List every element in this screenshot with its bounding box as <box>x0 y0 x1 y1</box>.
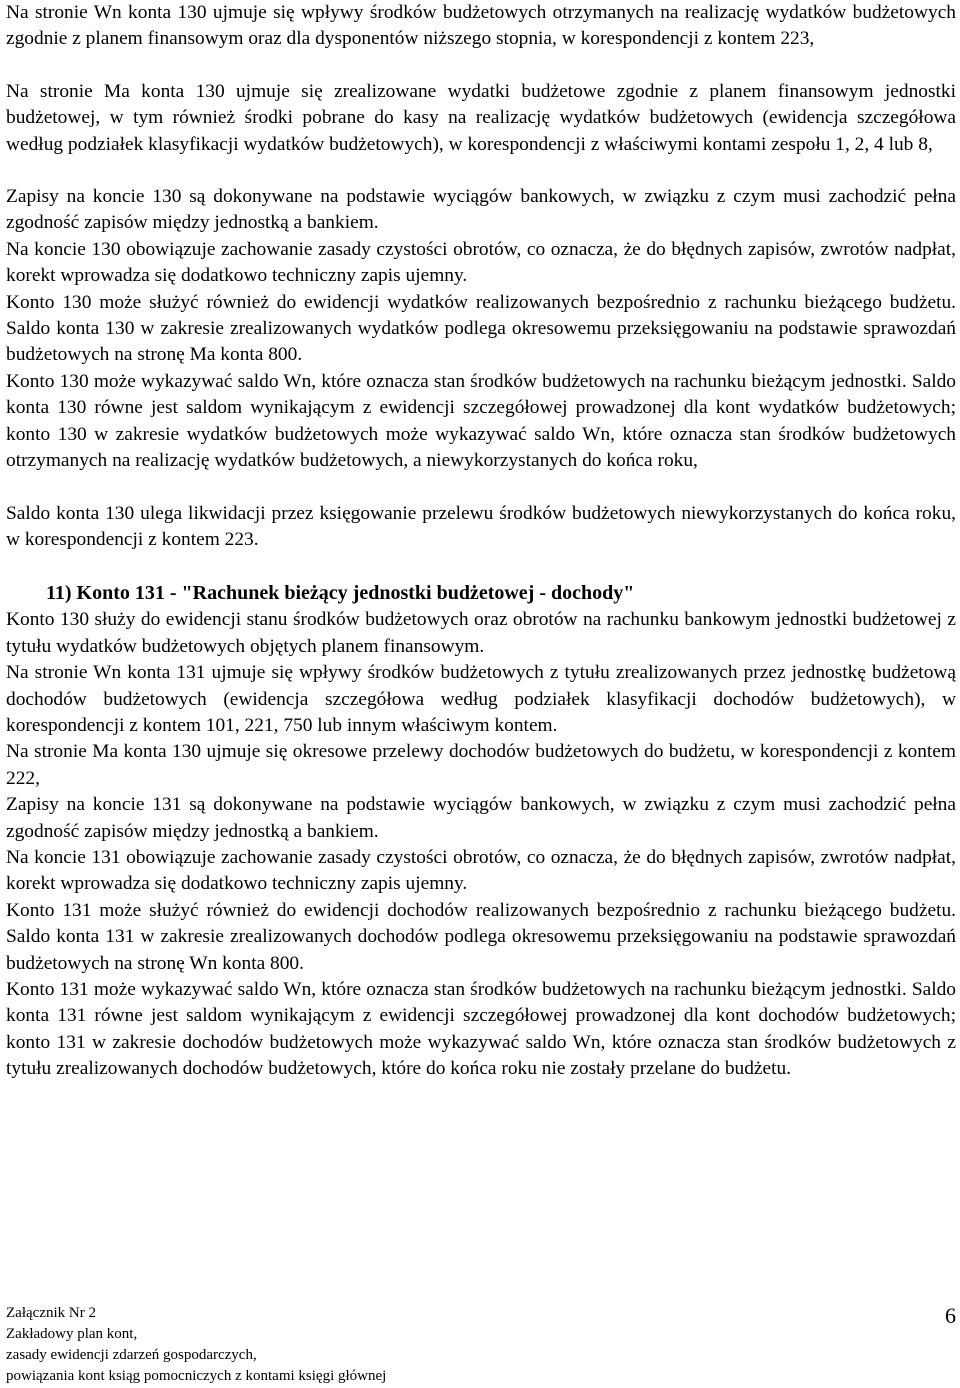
paragraph: Na stronie Ma konta 130 ujmuje się okresowe przelewy dochodów budżetowych do budżetu, w korespondencji z kontem 222, <box>6 741 956 789</box>
paragraph: Konto 130 może wykazywać saldo Wn, które oznacza stan środków budżetowych na rachunku bieżącym jednostki. Saldo konta 130 równe jest saldom wynikającym z ewidencji szczegółowej prowadzonej dla kont wydatków budżetowych; konto 130 w zakresie wydatków budżetowych może wykazywać saldo Wn, które oznacza stan środków budżetowych otrzymanych na realizację wydatków budżetowych, a niewykorzystanych do końca roku, <box>6 370 956 472</box>
paragraph: Konto 131 może wykazywać saldo Wn, które oznacza stan środków budżetowych na rachunku bieżącym jednostki. Saldo konta 131 równe jest saldom wynikającym z ewidencji szczegółowej prowadzonej dla kont dochodów budżetowych; konto 131 w zakresie dochodów budżetowych może wykazywać saldo Wn, które oznacza stan środków budżetowych z tytułu zrealizowanych dochodów budżetowych, które do końca roku nie zostały przelane do budżetu. <box>6 979 956 1080</box>
footer-line: powiązania kont ksiąg pomocniczych z kontami księgi głównej <box>6 1368 387 1384</box>
footer-line: Zakładowy plan kont, <box>6 1326 138 1342</box>
page-number: 6 <box>945 1303 956 1328</box>
footer-line: Załącznik Nr 2 <box>6 1305 96 1321</box>
paragraph: Konto 131 może służyć również do ewidencji dochodów realizowanych bezpośrednio z rachunku bieżącego budżetu. Saldo konta 131 w zakresie zrealizowanych dochodów podlega okresowemu przeksięgowaniu na podstawie sprawozdań budżetowych na stronę Wn konta 800. <box>6 899 956 974</box>
page-footer <box>6 1303 956 1387</box>
paragraph: Na stronie Wn konta 130 ujmuje się wpływy środków budżetowych otrzymanych na realizację wydatków budżetowych zgodnie z planem finansowym oraz dla dysponentów niższego stopnia, w korespondencji z kontem 223, <box>6 2 956 50</box>
document-page <box>6 0 956 1388</box>
section-heading: 11) Konto 131 - "Rachunek bieżący jednostki budżetowej - dochody" <box>46 582 635 605</box>
paragraph: Zapisy na koncie 130 są dokonywane na podstawie wyciągów bankowych, w związku z czym musi zachodzić pełna zgodność zapisów między jednostką a bankiem. <box>6 186 956 234</box>
paragraph: Konto 130 służy do ewidencji stanu środków budżetowych oraz obrotów na rachunku bankowym jednostki budżetowej z tytułu wydatków budżetowych objętych planem finansowym. <box>6 609 956 657</box>
paragraph: Saldo konta 130 ulega likwidacji przez księgowanie przelewu środków budżetowych niewykorzystanych do końca roku, w korespondencji z kontem 223. <box>6 502 956 550</box>
paragraph: Na stronie Wn konta 131 ujmuje się wpływy środków budżetowych z tytułu zrealizowanych przez jednostkę budżetową dochodów budżetowych (ewidencja szczegółowa według podziałek klasyfikacji dochodów budżetowych), w korespondencji z kontem 101, 221, 750 lub innym właściwym kontem. <box>6 662 956 736</box>
paragraph: Na stronie Ma konta 130 ujmuje się zrealizowane wydatki budżetowe zgodnie z planem finansowym jednostki budżetowej, w tym również środki pobrane do kasy na realizację wydatków budżetowych (ewidencja szczegółowa według podziałek klasyfikacji wydatków budżetowych), w korespondencji z właściwymi kontami zespołu 1, 2, 4 lub 8, <box>6 80 956 155</box>
paragraph: Na koncie 130 obowiązuje zachowanie zasady czystości obrotów, co oznacza, że do błędnych zapisów, zwrotów nadpłat, korekt wprowadza się dodatkowo techniczny zapis ujemny. <box>6 238 956 287</box>
footer-line: zasady ewidencji zdarzeń gospodarczych, <box>6 1347 257 1363</box>
paragraph: Konto 130 może służyć również do ewidencji wydatków realizowanych bezpośrednio z rachunku bieżącego budżetu. Saldo konta 130 w zakresie zrealizowanych wydatków podlega okresowemu przeksięgowaniu na podstawie sprawozdań budżetowych na stronę Ma konta 800. <box>6 291 956 366</box>
paragraph: Zapisy na koncie 131 są dokonywane na podstawie wyciągów bankowych, w związku z czym musi zachodzić pełna zgodność zapisów między jednostką a bankiem. <box>6 794 956 842</box>
paragraph: Na koncie 131 obowiązuje zachowanie zasady czystości obrotów, co oznacza, że do błędnych zapisów, zwrotów nadpłat, korekt wprowadza się dodatkowo techniczny zapis ujemny. <box>6 846 956 895</box>
